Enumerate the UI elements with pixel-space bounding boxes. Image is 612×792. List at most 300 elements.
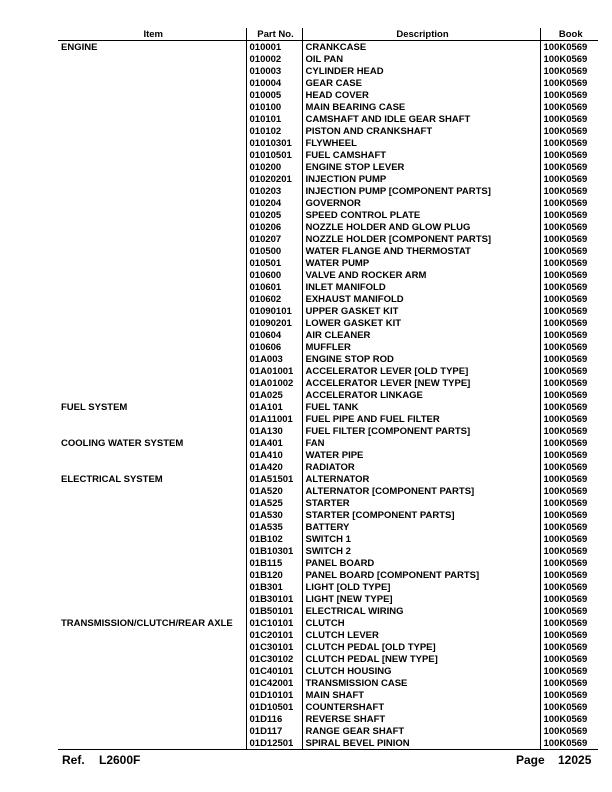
description-cell: LIGHT [NEW TYPE] [302, 593, 540, 605]
table-row [58, 101, 598, 113]
table-row [58, 377, 598, 389]
item-cell [58, 113, 246, 125]
part-no-cell: 01A530 [246, 509, 302, 521]
item-cell [58, 293, 246, 305]
book-cell: 100K0569 [540, 449, 598, 461]
part-no-cell: 01090201 [246, 317, 302, 329]
item-cell: ENGINE [61, 41, 98, 53]
description-cell: ACCELERATOR LINKAGE [302, 389, 540, 401]
description-cell: SPEED CONTROL PLATE [302, 209, 540, 221]
item-cell [58, 353, 246, 365]
part-no-cell: 01A101 [246, 401, 302, 413]
description-cell: ENGINE STOP LEVER [302, 161, 540, 173]
description-cell: ELECTRICAL WIRING [302, 605, 540, 617]
table-row [58, 713, 598, 725]
book-cell: 100K0569 [540, 269, 598, 281]
table-row [58, 629, 598, 641]
part-no-cell: 01C42001 [246, 677, 302, 689]
part-no-cell: 010600 [246, 269, 302, 281]
part-no-cell: 01A535 [246, 521, 302, 533]
book-cell: 100K0569 [540, 317, 598, 329]
table-row [58, 41, 598, 54]
table-row [58, 125, 598, 137]
description-cell: CYLINDER HEAD [302, 65, 540, 77]
description-cell: RADIATOR [302, 461, 540, 473]
item-cell [58, 713, 246, 725]
description-cell: FLYWHEEL [302, 137, 540, 149]
table-row [58, 77, 598, 89]
item-cell [58, 737, 246, 750]
item-cell [58, 521, 246, 533]
description-cell: OIL PAN [302, 53, 540, 65]
description-cell: STARTER [302, 497, 540, 509]
table-row [58, 233, 598, 245]
item-cell [58, 545, 246, 557]
description-cell: CRANKCASE [302, 41, 540, 54]
item-cell [58, 209, 246, 221]
table-row [58, 137, 598, 149]
table-row [58, 533, 598, 545]
description-cell: BATTERY [302, 521, 540, 533]
item-cell [58, 641, 246, 653]
book-cell: 100K0569 [540, 161, 598, 173]
book-cell: 100K0569 [540, 365, 598, 377]
item-cell [58, 509, 246, 521]
table-row [58, 425, 598, 437]
book-cell: 100K0569 [540, 569, 598, 581]
part-no-cell: 010100 [246, 101, 302, 113]
item-cell [58, 125, 246, 137]
part-no-cell: 01B301 [246, 581, 302, 593]
item-cell [58, 701, 246, 713]
part-no-cell: 01A401 [246, 437, 302, 449]
item-cell: FUEL SYSTEM [61, 401, 128, 413]
table-row [58, 317, 598, 329]
table-row [58, 329, 598, 341]
part-no-cell: 010501 [246, 257, 302, 269]
book-cell: 100K0569 [540, 233, 598, 245]
book-cell: 100K0569 [540, 665, 598, 677]
book-cell: 100K0569 [540, 725, 598, 737]
part-no-cell: 01D10101 [246, 689, 302, 701]
part-no-cell: 01A11001 [246, 413, 302, 425]
table-row [58, 365, 598, 377]
table-row [58, 521, 598, 533]
table-row [58, 413, 598, 425]
book-cell: 100K0569 [540, 197, 598, 209]
table-row [58, 737, 598, 750]
table-row [58, 113, 598, 125]
description-cell: FAN [302, 437, 540, 449]
table-row [58, 509, 598, 521]
part-no-cell: 01D10501 [246, 701, 302, 713]
table-row [58, 197, 598, 209]
description-cell: INJECTION PUMP [COMPONENT PARTS] [302, 185, 540, 197]
part-no-cell: 01B50101 [246, 605, 302, 617]
table-row [58, 701, 598, 713]
book-cell: 100K0569 [540, 245, 598, 257]
item-cell [58, 569, 246, 581]
ref-value: L2600F [99, 753, 141, 767]
table-row [58, 269, 598, 281]
part-no-cell: 01A025 [246, 389, 302, 401]
description-cell: TRANSMISSION CASE [302, 677, 540, 689]
description-cell: FUEL TANK [302, 401, 540, 413]
table-row [58, 293, 598, 305]
book-cell: 100K0569 [540, 473, 598, 485]
description-cell: SWITCH 2 [302, 545, 540, 557]
table-row [58, 281, 598, 293]
page-label: Page [516, 753, 545, 767]
item-cell [58, 605, 246, 617]
part-no-cell: 010203 [246, 185, 302, 197]
book-cell: 100K0569 [540, 149, 598, 161]
description-cell: WATER FLANGE AND THERMOSTAT [302, 245, 540, 257]
book-cell: 100K0569 [540, 413, 598, 425]
item-cell [58, 677, 246, 689]
description-cell: MAIN BEARING CASE [302, 101, 540, 113]
table-row [58, 449, 598, 461]
description-cell: FUEL CAMSHAFT [302, 149, 540, 161]
part-no-cell: 01C20101 [246, 629, 302, 641]
part-no-cell: 01C30101 [246, 641, 302, 653]
item-cell [58, 389, 246, 401]
item-cell [58, 173, 246, 185]
table-row [58, 545, 598, 557]
item-cell [58, 317, 246, 329]
table-row [58, 641, 598, 653]
book-cell: 100K0569 [540, 677, 598, 689]
book-cell: 100K0569 [540, 497, 598, 509]
table-row [58, 65, 598, 77]
book-cell: 100K0569 [540, 77, 598, 89]
description-cell: STARTER [COMPONENT PARTS] [302, 509, 540, 521]
book-cell: 100K0569 [540, 341, 598, 353]
description-cell: NOZZLE HOLDER AND GLOW PLUG [302, 221, 540, 233]
book-cell: 100K0569 [540, 401, 598, 413]
item-cell [58, 593, 246, 605]
book-cell: 100K0569 [540, 605, 598, 617]
part-no-cell: 01B10301 [246, 545, 302, 557]
item-cell [58, 269, 246, 281]
table-row [58, 389, 598, 401]
part-no-cell: 010004 [246, 77, 302, 89]
part-no-cell: 01D12501 [246, 737, 302, 750]
description-cell: ALTERNATOR [COMPONENT PARTS] [302, 485, 540, 497]
table-row [58, 605, 598, 617]
description-cell: COUNTERSHAFT [302, 701, 540, 713]
table-row [58, 245, 598, 257]
description-cell: CLUTCH PEDAL [OLD TYPE] [302, 641, 540, 653]
part-no-cell: 01C40101 [246, 665, 302, 677]
book-cell: 100K0569 [540, 221, 598, 233]
part-no-cell: 010102 [246, 125, 302, 137]
part-no-cell: 010205 [246, 209, 302, 221]
book-cell: 100K0569 [540, 629, 598, 641]
description-cell: CLUTCH LEVER [302, 629, 540, 641]
parts-table [58, 28, 598, 750]
book-cell: 100K0569 [540, 65, 598, 77]
description-cell: INLET MANIFOLD [302, 281, 540, 293]
description-cell: PANEL BOARD [COMPONENT PARTS] [302, 569, 540, 581]
table-row [58, 557, 598, 569]
part-no-cell: 01A410 [246, 449, 302, 461]
book-cell: 100K0569 [540, 329, 598, 341]
header-part-no: Part No. [246, 28, 302, 41]
description-cell: CLUTCH [302, 617, 540, 629]
book-cell: 100K0569 [540, 281, 598, 293]
book-cell: 100K0569 [540, 173, 598, 185]
description-cell: CAMSHAFT AND IDLE GEAR SHAFT [302, 113, 540, 125]
book-cell: 100K0569 [540, 209, 598, 221]
table-row [58, 725, 598, 737]
item-cell [58, 257, 246, 269]
table-row [58, 221, 598, 233]
table-row [58, 617, 598, 629]
book-cell: 100K0569 [540, 257, 598, 269]
book-cell: 100K0569 [540, 701, 598, 713]
description-cell: NOZZLE HOLDER [COMPONENT PARTS] [302, 233, 540, 245]
item-cell [58, 221, 246, 233]
table-row [58, 353, 598, 365]
description-cell: AIR CLEANER [302, 329, 540, 341]
description-cell: ENGINE STOP ROD [302, 353, 540, 365]
header-book: Book [540, 28, 598, 41]
item-cell [58, 137, 246, 149]
table-row [58, 593, 598, 605]
book-cell: 100K0569 [540, 53, 598, 65]
description-cell: ACCELERATOR LEVER [OLD TYPE] [302, 365, 540, 377]
table-row [58, 665, 598, 677]
book-cell: 100K0569 [540, 509, 598, 521]
part-no-cell: 01B102 [246, 533, 302, 545]
description-cell: MAIN SHAFT [302, 689, 540, 701]
description-cell: PANEL BOARD [302, 557, 540, 569]
part-no-cell: 01B30101 [246, 593, 302, 605]
item-cell [58, 161, 246, 173]
book-cell: 100K0569 [540, 521, 598, 533]
header-description: Description [302, 28, 540, 41]
description-cell: LIGHT [OLD TYPE] [302, 581, 540, 593]
part-no-cell: 010002 [246, 53, 302, 65]
table-row [58, 689, 598, 701]
item-cell [58, 185, 246, 197]
book-cell: 100K0569 [540, 737, 598, 750]
description-cell: HEAD COVER [302, 89, 540, 101]
book-cell: 100K0569 [540, 485, 598, 497]
book-cell: 100K0569 [540, 353, 598, 365]
part-no-cell: 01A525 [246, 497, 302, 509]
item-cell [58, 233, 246, 245]
item-cell [58, 341, 246, 353]
item-cell [58, 65, 246, 77]
book-cell: 100K0569 [540, 557, 598, 569]
book-cell: 100K0569 [540, 425, 598, 437]
description-cell: SWITCH 1 [302, 533, 540, 545]
description-cell: LOWER GASKET KIT [302, 317, 540, 329]
book-cell: 100K0569 [540, 713, 598, 725]
table-row [58, 89, 598, 101]
item-cell [58, 365, 246, 377]
item-cell [58, 689, 246, 701]
table-row [58, 257, 598, 269]
item-cell [58, 485, 246, 497]
item-cell [58, 425, 246, 437]
table-row [58, 569, 598, 581]
part-no-cell: 010602 [246, 293, 302, 305]
description-cell: FUEL PIPE AND FUEL FILTER [302, 413, 540, 425]
item-cell [58, 245, 246, 257]
table-header-row [58, 28, 598, 41]
part-no-cell: 010601 [246, 281, 302, 293]
book-cell: 100K0569 [540, 533, 598, 545]
description-cell: CLUTCH HOUSING [302, 665, 540, 677]
table-row [58, 149, 598, 161]
table-row [58, 161, 598, 173]
book-cell: 100K0569 [540, 113, 598, 125]
item-cell [58, 497, 246, 509]
header-item: Item [58, 28, 246, 41]
book-cell: 100K0569 [540, 617, 598, 629]
part-no-cell: 01010301 [246, 137, 302, 149]
part-no-cell: 01A130 [246, 425, 302, 437]
part-no-cell: 01A01002 [246, 377, 302, 389]
part-no-cell: 01B115 [246, 557, 302, 569]
part-no-cell: 01D116 [246, 713, 302, 725]
description-cell: CLUTCH PEDAL [NEW TYPE] [302, 653, 540, 665]
book-cell: 100K0569 [540, 581, 598, 593]
table-row [58, 581, 598, 593]
book-cell: 100K0569 [540, 641, 598, 653]
book-cell: 100K0569 [540, 101, 598, 113]
part-no-cell: 010005 [246, 89, 302, 101]
table-row [58, 485, 598, 497]
part-no-cell: 010204 [246, 197, 302, 209]
description-cell: REVERSE SHAFT [302, 713, 540, 725]
item-cell [58, 101, 246, 113]
description-cell: MUFFLER [302, 341, 540, 353]
part-no-cell: 01D117 [246, 725, 302, 737]
book-cell: 100K0569 [540, 293, 598, 305]
item-cell [58, 533, 246, 545]
description-cell: ALTERNATOR [302, 473, 540, 485]
book-cell: 100K0569 [540, 593, 598, 605]
item-cell [58, 149, 246, 161]
table-row [58, 497, 598, 509]
part-no-cell: 010001 [246, 41, 302, 54]
table-row [58, 53, 598, 65]
description-cell: GEAR CASE [302, 77, 540, 89]
table-row [58, 173, 598, 185]
book-cell: 100K0569 [540, 461, 598, 473]
item-cell [58, 449, 246, 461]
table-row [58, 437, 598, 449]
book-cell: 100K0569 [540, 305, 598, 317]
book-cell: 100K0569 [540, 185, 598, 197]
ref-label: Ref. [62, 753, 85, 767]
book-cell: 100K0569 [540, 389, 598, 401]
table-row [58, 461, 598, 473]
part-no-cell: 01A420 [246, 461, 302, 473]
book-cell: 100K0569 [540, 137, 598, 149]
table-row [58, 209, 598, 221]
item-cell [58, 665, 246, 677]
part-no-cell: 01090101 [246, 305, 302, 317]
item-cell [58, 281, 246, 293]
table-row [58, 401, 598, 413]
description-cell: WATER PIPE [302, 449, 540, 461]
part-no-cell: 010207 [246, 233, 302, 245]
description-cell: WATER PUMP [302, 257, 540, 269]
description-cell: VALVE AND ROCKER ARM [302, 269, 540, 281]
book-cell: 100K0569 [540, 377, 598, 389]
item-cell [58, 89, 246, 101]
book-cell: 100K0569 [540, 41, 598, 54]
part-no-cell: 010604 [246, 329, 302, 341]
item-cell: COOLING WATER SYSTEM [61, 437, 184, 449]
item-cell [58, 197, 246, 209]
book-cell: 100K0569 [540, 125, 598, 137]
description-cell: FUEL FILTER [COMPONENT PARTS] [302, 425, 540, 437]
item-cell [58, 725, 246, 737]
book-cell: 100K0569 [540, 653, 598, 665]
item-cell [58, 557, 246, 569]
table-row [58, 677, 598, 689]
part-no-cell: 01C30102 [246, 653, 302, 665]
item-cell [58, 305, 246, 317]
part-no-cell: 010003 [246, 65, 302, 77]
description-cell: GOVERNOR [302, 197, 540, 209]
item-cell [58, 629, 246, 641]
part-no-cell: 010101 [246, 113, 302, 125]
description-cell: UPPER GASKET KIT [302, 305, 540, 317]
table-row [58, 305, 598, 317]
part-no-cell: 01A003 [246, 353, 302, 365]
item-cell [58, 581, 246, 593]
table-row [58, 185, 598, 197]
page-number: 12025 [558, 753, 592, 767]
part-no-cell: 01C10101 [246, 617, 302, 629]
book-cell: 100K0569 [540, 545, 598, 557]
part-no-cell: 01A520 [246, 485, 302, 497]
description-cell: EXHAUST MANIFOLD [302, 293, 540, 305]
item-cell [58, 329, 246, 341]
item-cell [58, 461, 246, 473]
description-cell: RANGE GEAR SHAFT [302, 725, 540, 737]
description-cell: PISTON AND CRANKSHAFT [302, 125, 540, 137]
part-no-cell: 010200 [246, 161, 302, 173]
book-cell: 100K0569 [540, 437, 598, 449]
part-no-cell: 01B120 [246, 569, 302, 581]
item-cell [58, 377, 246, 389]
book-cell: 100K0569 [540, 689, 598, 701]
table-row [58, 473, 598, 485]
item-cell [58, 77, 246, 89]
item-cell [58, 53, 246, 65]
table-row [58, 653, 598, 665]
part-no-cell: 01A51501 [246, 473, 302, 485]
item-cell: ELECTRICAL SYSTEM [61, 473, 163, 485]
description-cell: INJECTION PUMP [302, 173, 540, 185]
part-no-cell: 01010501 [246, 149, 302, 161]
description-cell: SPIRAL BEVEL PINION [302, 737, 540, 750]
item-cell [58, 653, 246, 665]
part-no-cell: 010606 [246, 341, 302, 353]
item-cell [58, 413, 246, 425]
book-cell: 100K0569 [540, 89, 598, 101]
part-no-cell: 01A01001 [246, 365, 302, 377]
part-no-cell: 010500 [246, 245, 302, 257]
